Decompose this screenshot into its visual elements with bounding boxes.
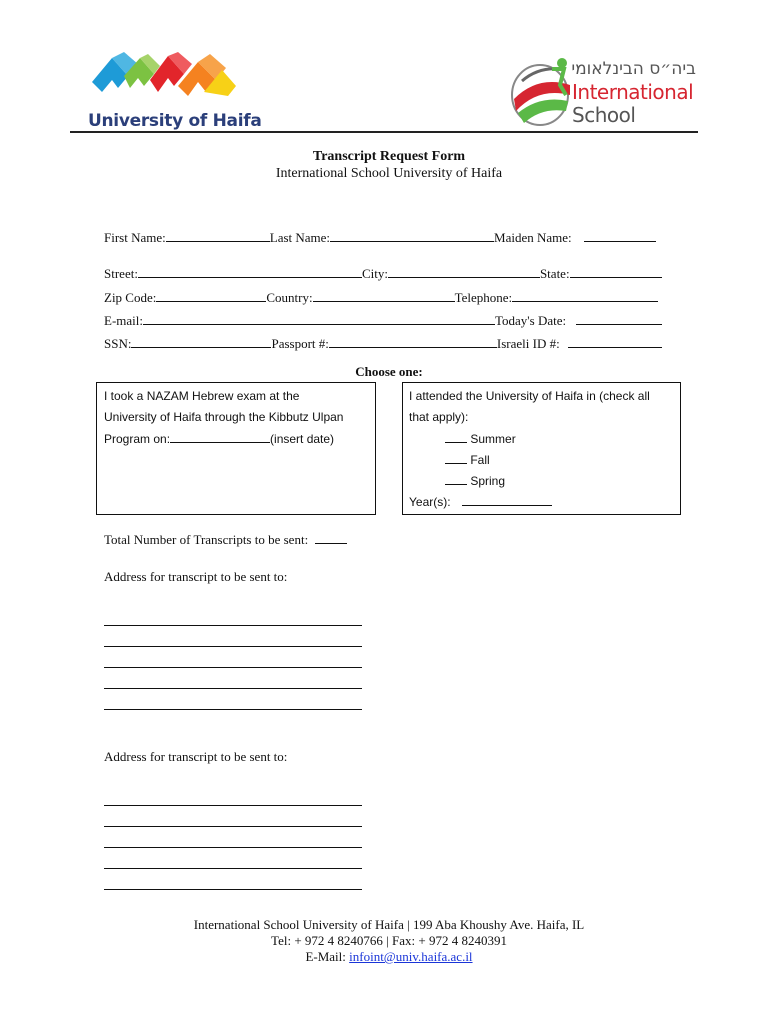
last-name-field[interactable]: [330, 230, 494, 242]
telephone-label: Telephone:: [454, 290, 513, 305]
contact-row: [104, 290, 658, 306]
address-row: [104, 266, 662, 282]
ssn-label: SSN:: [104, 336, 132, 351]
email-label: E-mail:: [104, 313, 143, 328]
country-label: Country:: [266, 290, 313, 305]
years-label: Year(s):: [409, 495, 451, 509]
nazam-line2: University of Haifa through the Kibbutz Ulpan: [104, 410, 344, 424]
total-transcripts-row: [104, 532, 347, 548]
address1-line-5[interactable]: [104, 709, 362, 710]
first-name-label: First Name:: [104, 230, 166, 245]
option-attended-box[interactable]: [402, 382, 681, 515]
maiden-name-label: Maiden Name:: [494, 230, 572, 245]
street-label: Street:: [104, 266, 138, 281]
summer-label: Summer: [470, 432, 516, 446]
spring-checkbox[interactable]: [445, 473, 467, 485]
university-of-haifa-logo: [88, 52, 262, 132]
form-title: Transcript Request Form: [312, 149, 466, 164]
globe-runner-icon: [508, 55, 578, 129]
address2-line-5[interactable]: [104, 889, 362, 890]
attended-line2: that apply):: [409, 410, 469, 424]
name-row: [104, 230, 656, 246]
insert-date-hint: (insert date): [270, 432, 335, 446]
summer-checkbox[interactable]: [445, 431, 467, 443]
address1-line-3[interactable]: [104, 667, 362, 668]
address1-line-1[interactable]: [104, 625, 362, 626]
israeli-id-label: Israeli ID #:: [496, 336, 560, 351]
zip-label: Zip Code:: [104, 290, 157, 305]
nazam-line1: I took a NAZAM Hebrew exam at the: [104, 389, 300, 403]
program-on-label: Program on:: [104, 432, 171, 446]
footer-email-label: E-Mail:: [305, 949, 346, 964]
fall-label: Fall: [470, 453, 490, 467]
id-row: [104, 336, 662, 352]
footer: [0, 917, 770, 965]
maiden-name-field[interactable]: [584, 230, 656, 242]
ssn-field[interactable]: [131, 336, 271, 348]
haifa-logo-text: University of Haifa: [88, 111, 262, 131]
state-label: State:: [539, 266, 570, 281]
international-school-logo: [508, 55, 698, 130]
header-divider: [70, 131, 698, 133]
intl-title-line2: School: [572, 103, 636, 127]
state-field[interactable]: [570, 266, 662, 278]
address1-line-4[interactable]: [104, 688, 362, 689]
spring-label: Spring: [470, 474, 506, 488]
todays-date-field[interactable]: [576, 313, 662, 325]
country-field[interactable]: [313, 290, 455, 302]
footer-address: International School University of Haifa | 199 Aba Khoushy Ave. Haifa, IL: [193, 917, 585, 932]
choose-one-heading: Choose one:: [355, 364, 423, 379]
zip-field[interactable]: [156, 290, 266, 302]
intl-hebrew-title: ביה״ס הבינלאומי: [571, 59, 696, 79]
first-name-field[interactable]: [166, 230, 270, 242]
program-date-field[interactable]: [170, 431, 270, 443]
passport-field[interactable]: [329, 336, 497, 348]
address2-line-3[interactable]: [104, 847, 362, 848]
footer-phone: Tel: + 972 4 8240766 | Fax: + 972 4 8240391: [271, 933, 507, 948]
email-row: [104, 313, 662, 329]
address-label-1: Address for transcript to be sent to:: [104, 569, 288, 584]
todays-date-label: Today's Date:: [495, 313, 567, 328]
address2-line-2[interactable]: [104, 826, 362, 827]
address2-line-4[interactable]: [104, 868, 362, 869]
fall-checkbox[interactable]: [445, 452, 467, 464]
address-label-2: Address for transcript to be sent to:: [104, 749, 288, 764]
city-label: City:: [361, 266, 388, 281]
option-nazam-box[interactable]: [96, 382, 376, 515]
intl-title-line1: International: [572, 80, 694, 104]
street-field[interactable]: [138, 266, 362, 278]
haifa-logo-mark: [88, 52, 240, 108]
years-field[interactable]: [462, 494, 552, 506]
total-transcripts-field[interactable]: [315, 532, 347, 544]
address2-line-1[interactable]: [104, 805, 362, 806]
city-field[interactable]: [388, 266, 540, 278]
form-subtitle: International School University of Haifa: [275, 166, 503, 181]
israeli-id-field[interactable]: [568, 336, 662, 348]
attended-line1: I attended the University of Haifa in (check all: [409, 389, 650, 403]
address1-line-2[interactable]: [104, 646, 362, 647]
email-field[interactable]: [143, 313, 495, 325]
last-name-label: Last Name:: [269, 230, 331, 245]
footer-email-link[interactable]: infoint@univ.haifa.ac.il: [349, 949, 473, 964]
telephone-field[interactable]: [512, 290, 658, 302]
passport-label: Passport #:: [271, 336, 329, 351]
total-transcripts-label: Total Number of Transcripts to be sent:: [104, 532, 309, 547]
